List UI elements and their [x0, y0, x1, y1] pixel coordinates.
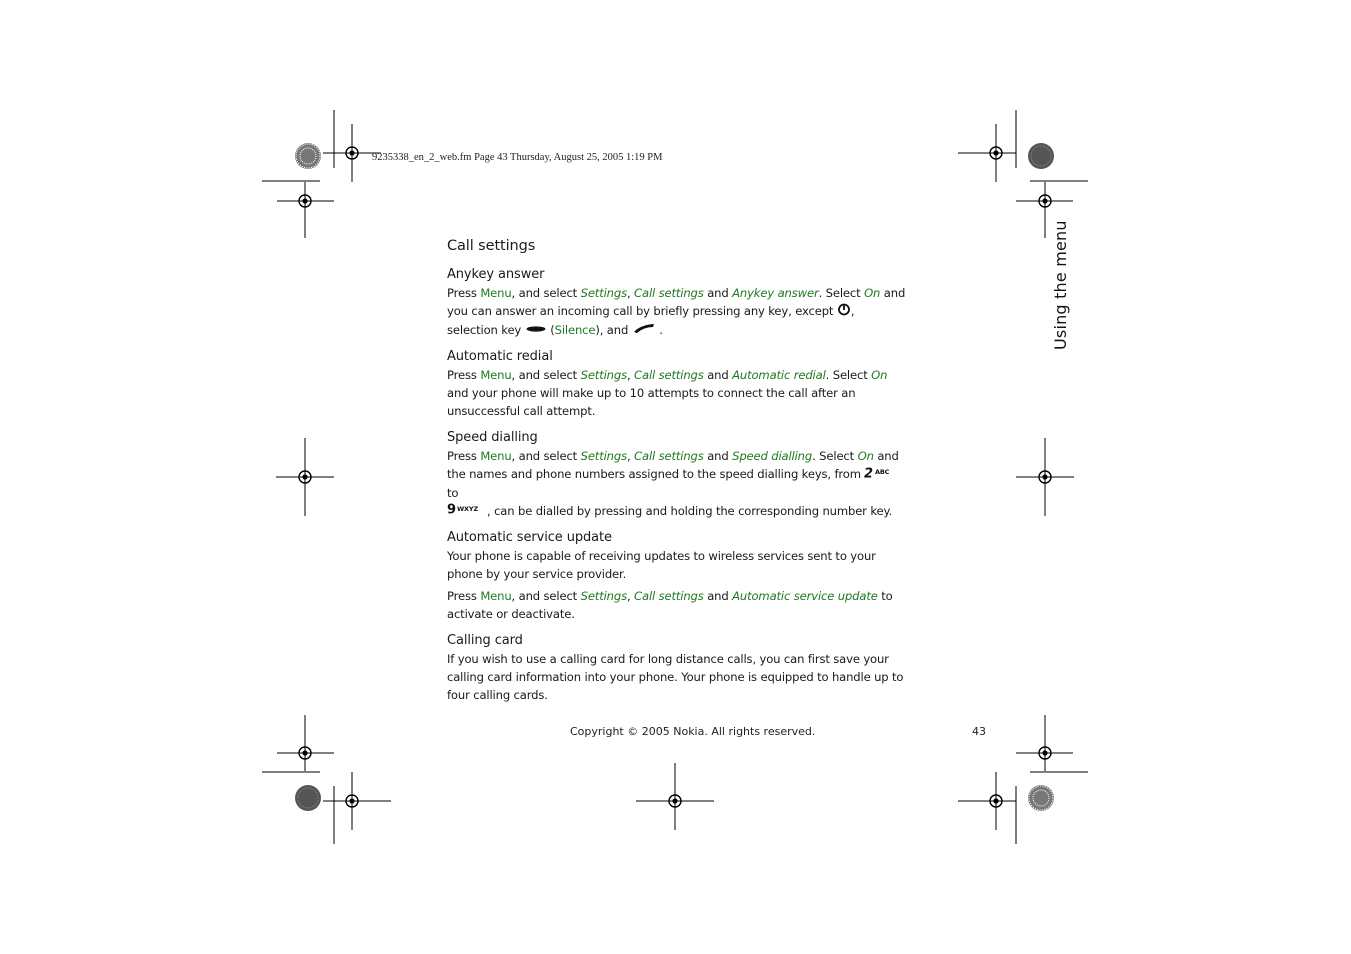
on-label: On — [864, 286, 881, 300]
on-label: On — [857, 449, 874, 463]
option-label: Automatic redial — [732, 368, 826, 382]
section-body-2: Press Menu, and select Settings, Call settings and Automatic service update to activate or deactivate. — [447, 589, 893, 621]
settings-label: Settings — [580, 589, 627, 603]
settings-label: Settings — [580, 368, 627, 382]
on-label: On — [871, 368, 888, 382]
page-content — [447, 236, 907, 713]
section-calling-card — [447, 632, 907, 704]
section-automatic-service-update — [447, 529, 907, 623]
svg-text:WXYZ: WXYZ — [457, 505, 479, 513]
silence-label: Silence — [554, 322, 596, 337]
svg-text:ABC: ABC — [875, 467, 890, 476]
option-label: Speed dialling — [732, 449, 813, 463]
menu-label: Menu — [480, 368, 512, 382]
section-heading: Calling card — [447, 633, 523, 648]
section-body: If you wish to use a calling card for long distance calls, you can first save your calling card information into your phone. Your phone is equipped to handle up to four calling cards. — [447, 652, 904, 702]
selection-key-icon — [525, 321, 547, 339]
section-heading: Automatic service update — [447, 530, 612, 545]
section-heading: Speed dialling — [447, 430, 538, 445]
call-settings-label: Call settings — [634, 286, 704, 300]
key-2-abc-icon — [864, 466, 898, 484]
side-tab — [1031, 220, 1070, 358]
settings-label: Settings — [580, 286, 627, 300]
page-title: Call settings — [447, 238, 536, 254]
call-settings-label: Call settings — [634, 449, 704, 463]
section-anykey-answer — [447, 266, 907, 339]
option-label: Anykey answer — [732, 286, 819, 300]
call-settings-label: Call settings — [634, 368, 704, 382]
call-key-icon — [632, 321, 656, 339]
key-9-wxyz-icon — [447, 502, 487, 520]
section-automatic-redial — [447, 348, 907, 420]
section-heading: Automatic redial — [447, 349, 553, 364]
section-body: Press Menu, and select Settings, Call settings and Anykey answer. Select On and you can answer an incoming call by briefly pressing any key, except , selection key (Silence), and . — [447, 284, 907, 339]
page-number: 43 — [972, 725, 986, 738]
svg-text:2: 2 — [864, 466, 874, 479]
svg-text:9: 9 — [447, 502, 456, 515]
power-key-icon — [837, 303, 851, 321]
option-label: Automatic service update — [732, 589, 878, 603]
menu-label: Menu — [480, 449, 512, 463]
copyright-footer: Copyright © 2005 Nokia. All rights reserved. — [570, 725, 816, 738]
section-heading: Anykey answer — [447, 267, 545, 282]
section-speed-dialling — [447, 429, 907, 520]
settings-label: Settings — [580, 449, 627, 463]
side-tab-label: Using the menu — [1051, 220, 1070, 350]
menu-label: Menu — [480, 589, 512, 603]
section-body: Your phone is capable of receiving updates to wireless services sent to your phone by your service provider. — [447, 549, 876, 581]
file-info-header: 9235338_en_2_web.fm Page 43 Thursday, August 25, 2005 1:19 PM — [372, 152, 663, 163]
call-settings-label: Call settings — [634, 589, 704, 603]
menu-label: Menu — [480, 286, 512, 300]
section-body: Press Menu, and select Settings, Call settings and Speed dialling. Select On and the names and phone numbers assigned to the speed dialling keys, from 2 ABC to 9 WXYZ , can be dialled by pressing and holding the corresponding number key. — [447, 447, 907, 520]
section-body: Press Menu, and select Settings, Call settings and Automatic redial. Select On and your phone will make up to 10 attempts to connect the call after an unsuccessful call attempt. — [447, 368, 888, 418]
